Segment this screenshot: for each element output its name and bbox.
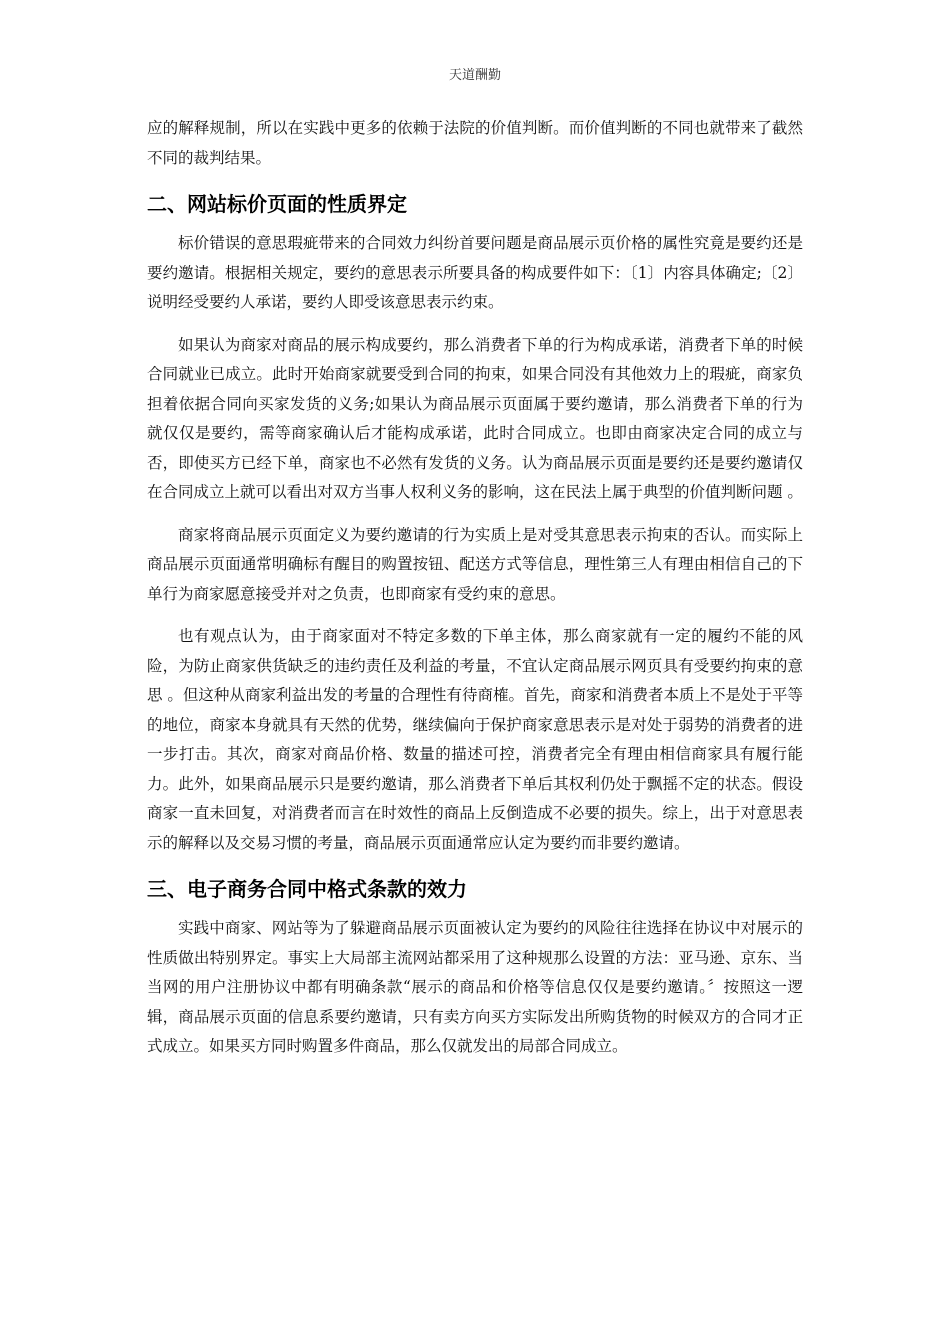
paragraph: 如果认为商家对商品的展示构成要约，那么消费者下单的行为构成承诺，消费者下单的时候合同就业已成立。此时开始商家就要受到合同的拘束，如果合同没有其他效力上的瑕疵，商家负担着依据合同向买家发货的义务;如果认为商品展示页面属于要约邀请，那么消费者下单的行为就仅仅是要约，需等商家确认后才能构成承诺，此时合同成立。也即由商家决定合同的成立与否，即使买方已经下单，商家也不必然有发货的义务。认为商品展示页面是要约还是要约邀请仅在合同成立上就可以看出对双方当事人权利义务的影响，这在民法上属于典型的价值判断问题 。 (147, 335, 803, 501)
document-body (147, 114, 803, 1062)
paragraph-continuation: 应的解释规制，所以在实践中更多的依赖于法院的价值判断。而价值判断的不同也就带来了截然不同的裁判结果。 (147, 119, 803, 167)
section-heading-3: 三、电子商务合同中格式条款的效力 (147, 877, 467, 901)
paragraph: 实践中商家、网站等为了躲避商品展示页面被认定为要约的风险往往选择在协议中对展示的性质做出特别界定。事实上大局部主流网站都采用了这种规那么设置的方法：亚马逊、京东、当当网的用户注册协议中都有明确条款“展示的商品和价格等信息仅仅是要约邀请。〞按照这一逻辑，商品展示页面的信息系要约邀请，只有卖方向买方实际发出所购货物的时候双方的合同才正式成立。如果买方同时购置多件商品，那么仅就发出的局部合同成立。 (147, 919, 803, 1055)
paragraph: 也有观点认为，由于商家面对不特定多数的下单主体，那么商家就有一定的履约不能的风险，为防止商家供货缺乏的违约责任及利益的考量，不宜认定商品展示网页具有受要约拘束的意思 。但这种从商家利益出发的考量的合理性有待商榷。首先，商家和消费者本质上不是处于平等的地位，商家本身就具有天然的优势，继续偏向于保护商家意思表示是对处于弱势的消费者的进一步打击。其次，商家对商品价格、数量的描述可控，消费者完全有理由相信商家具有履行能力。此外，如果商品展示只是要约邀请，那么消费者下单后其权利仍处于飘摇不定的状态。假设商家一直未回复，对消费者而言在时效性的商品上反倒造成不必要的损失。综上，出于对意思表示的解释以及交易习惯的考量，商品展示页面通常应认定为要约而非要约邀请。 (147, 627, 803, 852)
paragraph: 标价错误的意思瑕疵带来的合同效力纠纷首要问题是商品展示页价格的属性究竟是要约还是要约邀请。根据相关规定，要约的意思表示所要具备的构成要件如下：〔1〕内容具体确定;〔2〕说明经受要约人承诺，要约人即受该意思表示约束。 (147, 234, 803, 311)
section-heading-2: 二、网站标价页面的性质界定 (147, 192, 407, 216)
page-header: 天道酬勤 (448, 68, 501, 83)
paragraph: 商家将商品展示页面定义为要约邀请的行为实质上是对受其意思表示拘束的否认。而实际上商品展示页面通常明确标有醒目的购置按钮、配送方式等信息，理性第三人有理由相信自己的下单行为商家愿意接受并对之负责，也即商家有受约束的意思。 (147, 525, 803, 603)
